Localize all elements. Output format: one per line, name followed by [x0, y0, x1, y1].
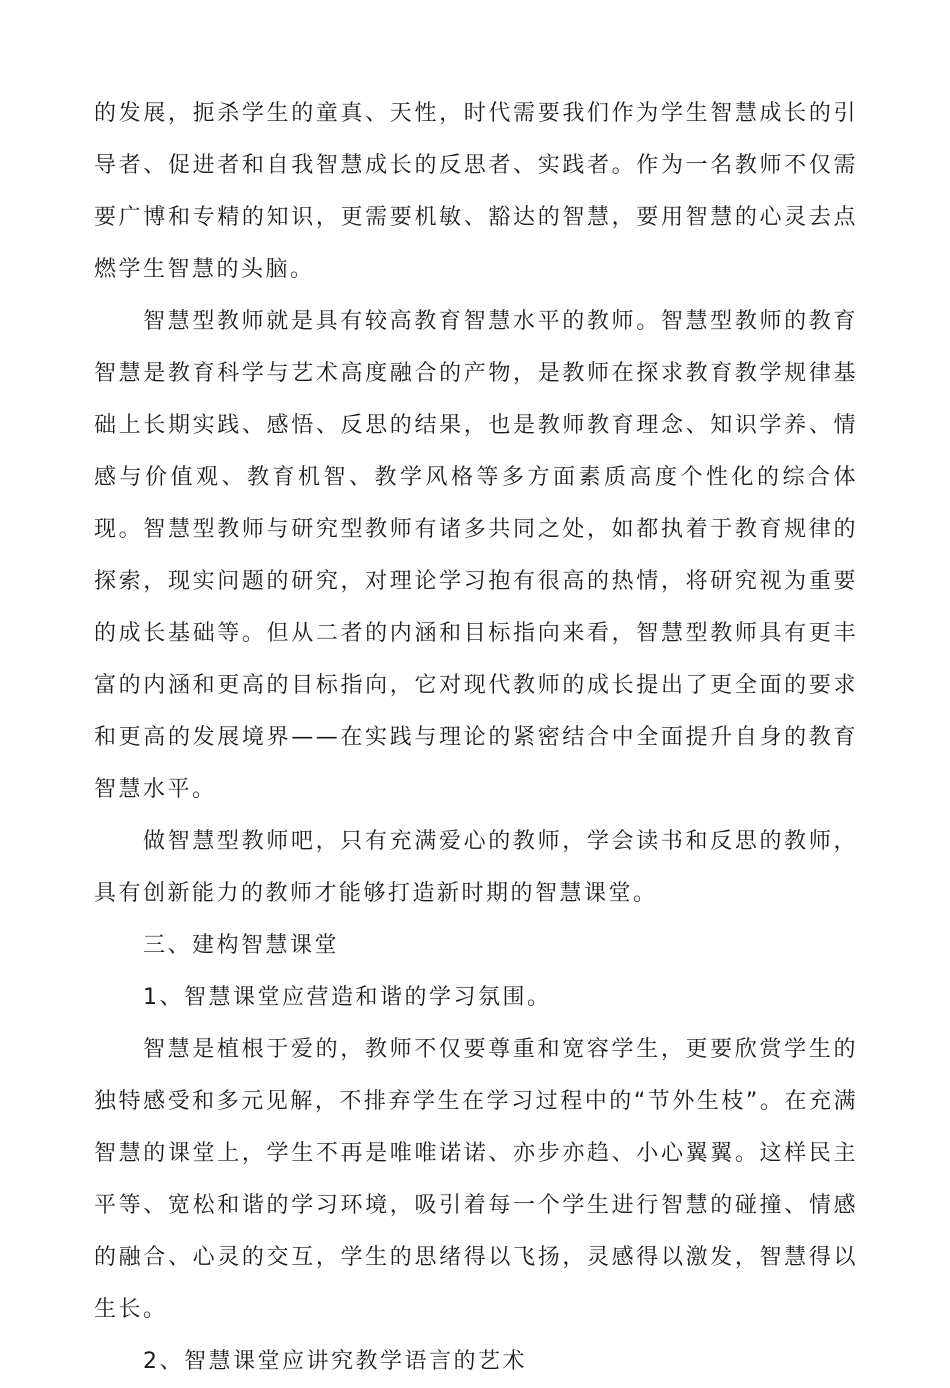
- paragraph-wisdom-rooted-in-love: 智慧是植根于爱的，教师不仅要尊重和宽容学生，更要欣赏学生的独特感受和多元见解，不排弃学生在学习过程中的“节外生枝”。在充满智慧的课堂上，学生不再是唯唯诺诺、亦步亦趋、小心翼翼。这样民主平等、宽松和谐的学习环境，吸引着每一个学生进行智慧的碰撞、情感的融合、心灵的交互，学生的思绪得以飞扬，灵感得以激发，智慧得以生长。: [94, 1037, 858, 1322]
- subheading-teaching-language-art: 2、智慧课堂应讲究教学语言的艺术: [143, 1349, 527, 1374]
- paragraph-continuation: 的发展，扼杀学生的童真、天性，时代需要我们作为学生智慧成长的引导者、促进者和自我智慧成长的反思者、实践者。作为一名教师不仅需要广博和专精的知识，更需要机敏、豁达的智慧，要用智慧的心灵去点燃学生智慧的头脑。: [94, 101, 858, 282]
- section-heading-build-wise-classroom: 三、建构智慧课堂: [143, 933, 340, 958]
- document-page: [94, 88, 858, 1388]
- paragraph-wise-teacher-definition: 智慧型教师就是具有较高教育智慧水平的教师。智慧型教师的教育智慧是教育科学与艺术高度融合的产物，是教师在探求教育教学规律基础上长期实践、感悟、反思的结果，也是教师教育理念、知识学养、情感与价值观、教育机智、教学风格等多方面素质高度个性化的综合体现。智慧型教师与研究型教师有诸多共同之处，如都执着于教育规律的探索，现实问题的研究，对理论学习抱有很高的热情，将研究视为重要的成长基础等。但从二者的内涵和目标指向来看，智慧型教师具有更丰富的内涵和更高的目标指向，它对现代教师的成长提出了更全面的要求和更高的发展境界——在实践与理论的紧密结合中全面提升自身的教育智慧水平。: [94, 309, 858, 802]
- paragraph-be-wise-teacher: 做智慧型教师吧，只有充满爱心的教师，学会读书和反思的教师，具有创新能力的教师才能够打造新时期的智慧课堂。: [94, 829, 858, 906]
- subheading-harmonious-atmosphere: 1、智慧课堂应营造和谐的学习氛围。: [143, 985, 552, 1010]
